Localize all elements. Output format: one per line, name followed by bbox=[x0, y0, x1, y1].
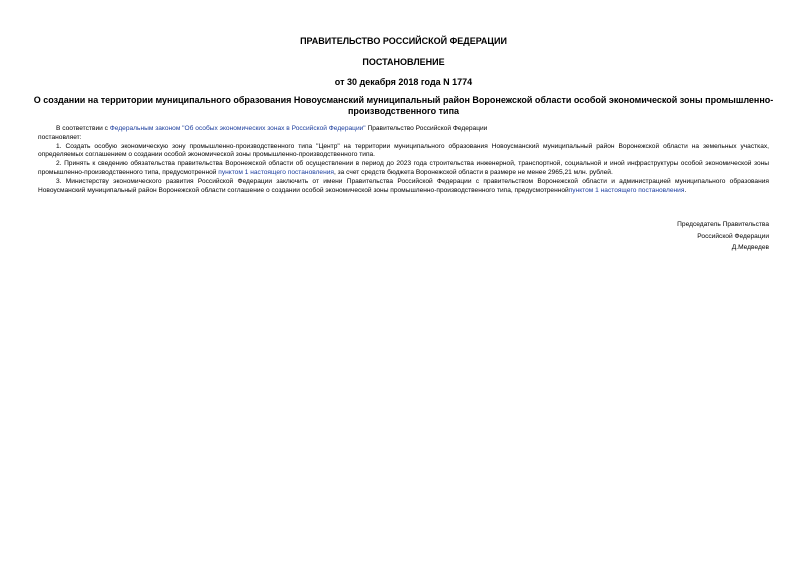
item-2-text-before: 2. Принять к сведению обязательства правительства Воронежской области об осуществлении в период до 2023 года строительства инженерной, транспортной, социальной и иной инфраструктуры особой экономической зоны промышленно-производственного типа, предусмотренной bbox=[38, 160, 769, 176]
item-3-paragraph bbox=[38, 178, 769, 196]
signer-organization: Российской Федерации bbox=[697, 232, 769, 240]
preamble-paragraph bbox=[38, 125, 769, 134]
document-body bbox=[38, 125, 769, 195]
preamble-prefix: В соответствии с bbox=[56, 125, 110, 132]
item-3-text-after: . bbox=[684, 186, 687, 194]
government-heading: ПРАВИТЕЛЬСТВО РОССИЙСКОЙ ФЕДЕРАЦИИ bbox=[300, 36, 507, 46]
item-2-paragraph bbox=[38, 160, 769, 178]
resolves-paragraph: постановляет: bbox=[38, 133, 82, 141]
item-3-text-before: 3. Министерству экономического развития Российской Федерации заключить от имени Правительства Российской Федерации с правительством Воронежской области и администрацией муниципального образования Новоусманский муниципальный район Воронежской области соглашение о создании особой экономической зоны промышленно-производственного типа, предусмотренной bbox=[38, 177, 769, 194]
item-2-reference-link[interactable]: пунктом 1 настоящего постановления bbox=[218, 168, 334, 176]
item-1-paragraph: 1. Создать особую экономическую зону промышленно-производственного типа "Центр" на территории муниципального образования Новоусманский муниципальный район Воронежской области на земельных участках, определяемых соглашением о создании особой экономической зоны промышленно-производственного типа. bbox=[38, 142, 769, 159]
document-title: О создании на территории муниципального образования Новоусманский муниципальный район Воронежской области особой экономической зоны промышленно-производственного типа bbox=[33, 95, 774, 116]
document-type-heading: ПОСТАНОВЛЕНИЕ bbox=[362, 57, 445, 67]
federal-law-link[interactable]: Федеральным законом "Об особых экономических зонах в Российской Федерации" bbox=[109, 125, 366, 132]
date-number-heading: от 30 декабря 2018 года N 1774 bbox=[334, 77, 473, 87]
preamble-suffix: Правительство Российской Федерации bbox=[365, 125, 488, 132]
signature-block bbox=[677, 219, 769, 254]
item-3-reference-link[interactable]: пунктом 1 настоящего постановления bbox=[568, 186, 685, 194]
item-2-text-after: , за счет средств бюджета Воронежской области в размере не менее 2965,21 млн. рублей. bbox=[334, 168, 613, 176]
signer-position: Председатель Правительства bbox=[677, 221, 769, 228]
signer-name: Д.Медведев bbox=[731, 244, 769, 251]
